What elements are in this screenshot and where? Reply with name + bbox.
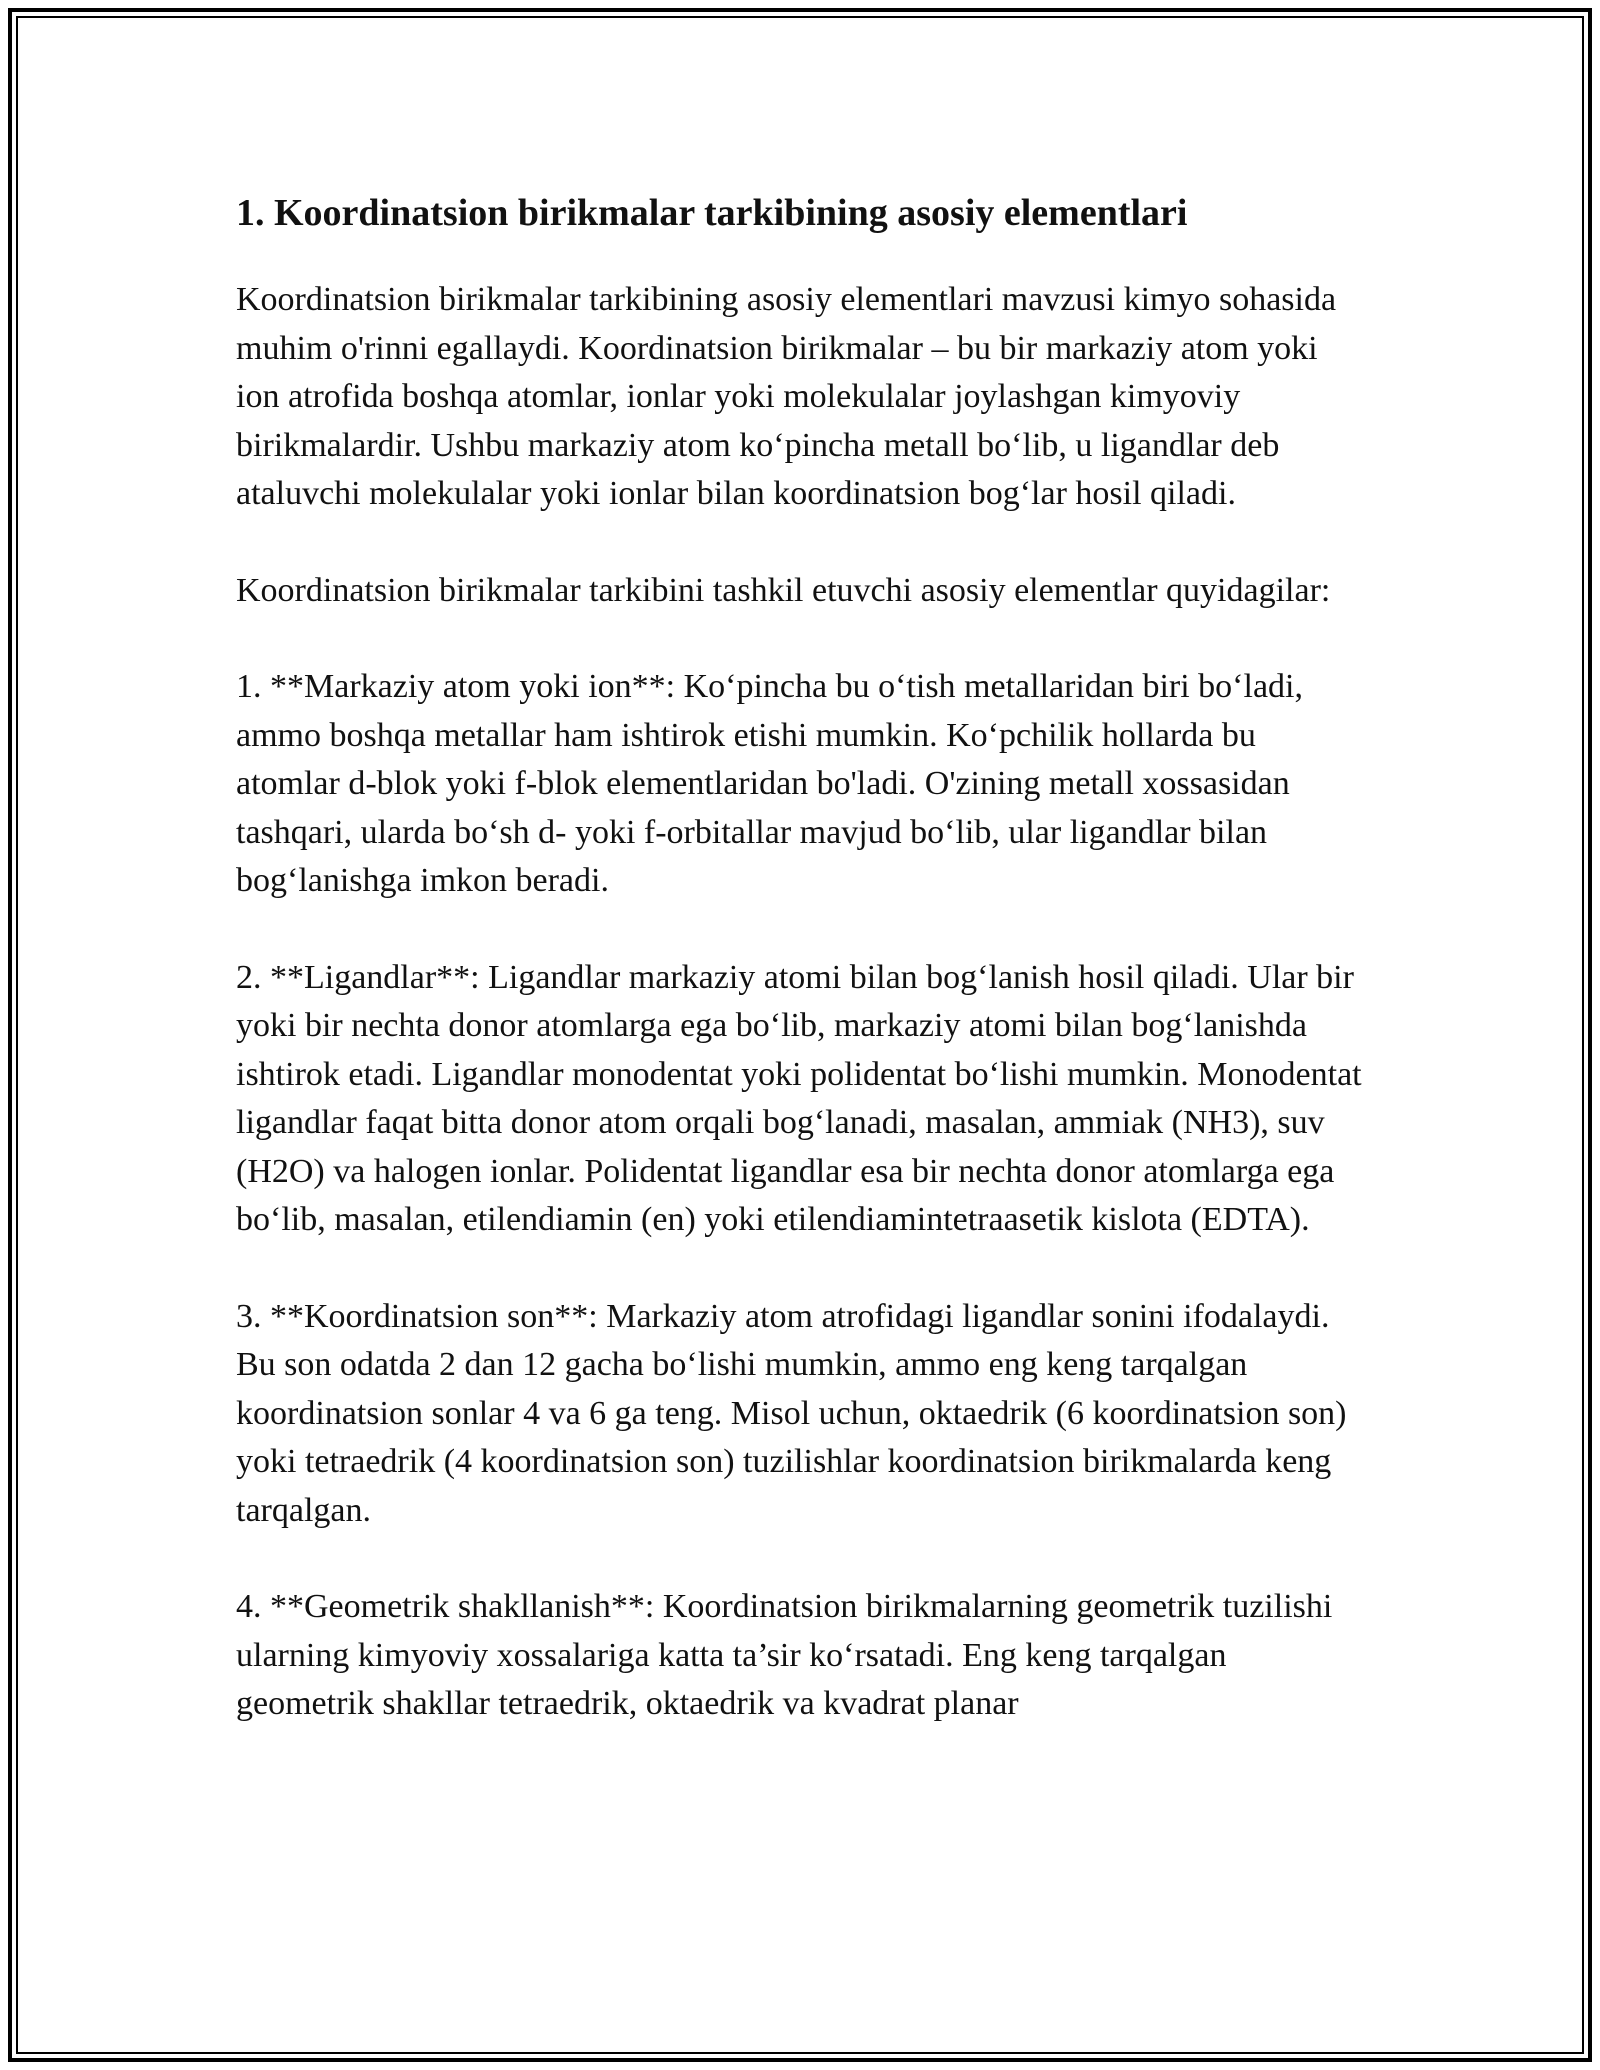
intro-paragraph: Koordinatsion birikmalar tarkibining asosiy elementlari mavzusi kimyo sohasida muhim o'rinni egallaydi. Koordinatsion birikmalar – bu bir markaziy atom yoki ion atrofida boshqa atomlar, ionlar yoki molekulalar joylashgan kimyoviy birikmalardir. Ushbu markaziy atom ko‘pincha metall bo‘lib, u ligandlar deb ataluvchi molekulalar yoki ionlar bilan koordinatsion bog‘lar hosil qiladi.: [236, 281, 1337, 512]
elements-intro-paragraph: Koordinatsion birikmalar tarkibini tashkil etuvchi asosiy elementlar quyidagilar:: [236, 571, 1331, 609]
list-item-central-atom: 1. **Markaziy atom yoki ion**: Ko‘pincha bu o‘tish metallaridan biri bo‘ladi, ammo boshqa metallar ham ishtirok etishi mumkin. Ko‘pchilik hollarda bu atomlar d-blok yoki f-blok elementlaridan bo'ladi. O'zining metall xossasidan tashqari, ularda bo‘sh d- yoki f-orbitallar mavjud bo‘lib, ular ligandlar bilan bog‘lanishga imkon beradi.: [236, 668, 1303, 899]
list-item-ligands: 2. **Ligandlar**: Ligandlar markaziy atomi bilan bog‘lanish hosil qiladi. Ular bir yoki bir nechta donor atomlarga ega bo‘lib, markaziy atomi bilan bog‘lanishda ishtirok etadi. Ligandlar monodentat yoki polidentat bo‘lishi mumkin. Monodentat ligandlar faqat bitta donor atom orqali bog‘lanadi, masalan, ammiak (NH3), suv (H2O) va halogen ionlar. Polidentat ligandlar esa bir nechta donor atomlarga ega bo‘lib, masalan, etilendiamin (en) yoki etilendiamintetraasetik kislota (EDTA).: [236, 958, 1362, 1238]
document-title: 1. Koordinatsion birikmalar tarkibining asosiy elementlari: [236, 192, 1188, 234]
list-item-coordination-number: 3. **Koordinatsion son**: Markaziy atom atrofidagi ligandlar sonini ifodalaydi. Bu son odatda 2 dan 12 gacha bo‘lishi mumkin, ammo eng keng tarqalgan koordinatsion sonlar 4 va 6 ga teng. Misol uchun, oktaedrik (6 koordinatsion son) yoki tetraedrik (4 koordinatsion son) tuzilishlar koordinatsion birikmalarda keng tarqalgan.: [236, 1297, 1347, 1529]
document-body: [236, 184, 1366, 1729]
list-item-geometry: 4. **Geometrik shakllanish**: Koordinatsion birikmalarning geometrik tuzilishi ularning kimyoviy xossalariga katta ta’sir ko‘rsatadi. Eng keng tarqalgan geometrik shakllar tetraedrik, oktaedrik va kvadrat planar: [236, 1588, 1333, 1722]
